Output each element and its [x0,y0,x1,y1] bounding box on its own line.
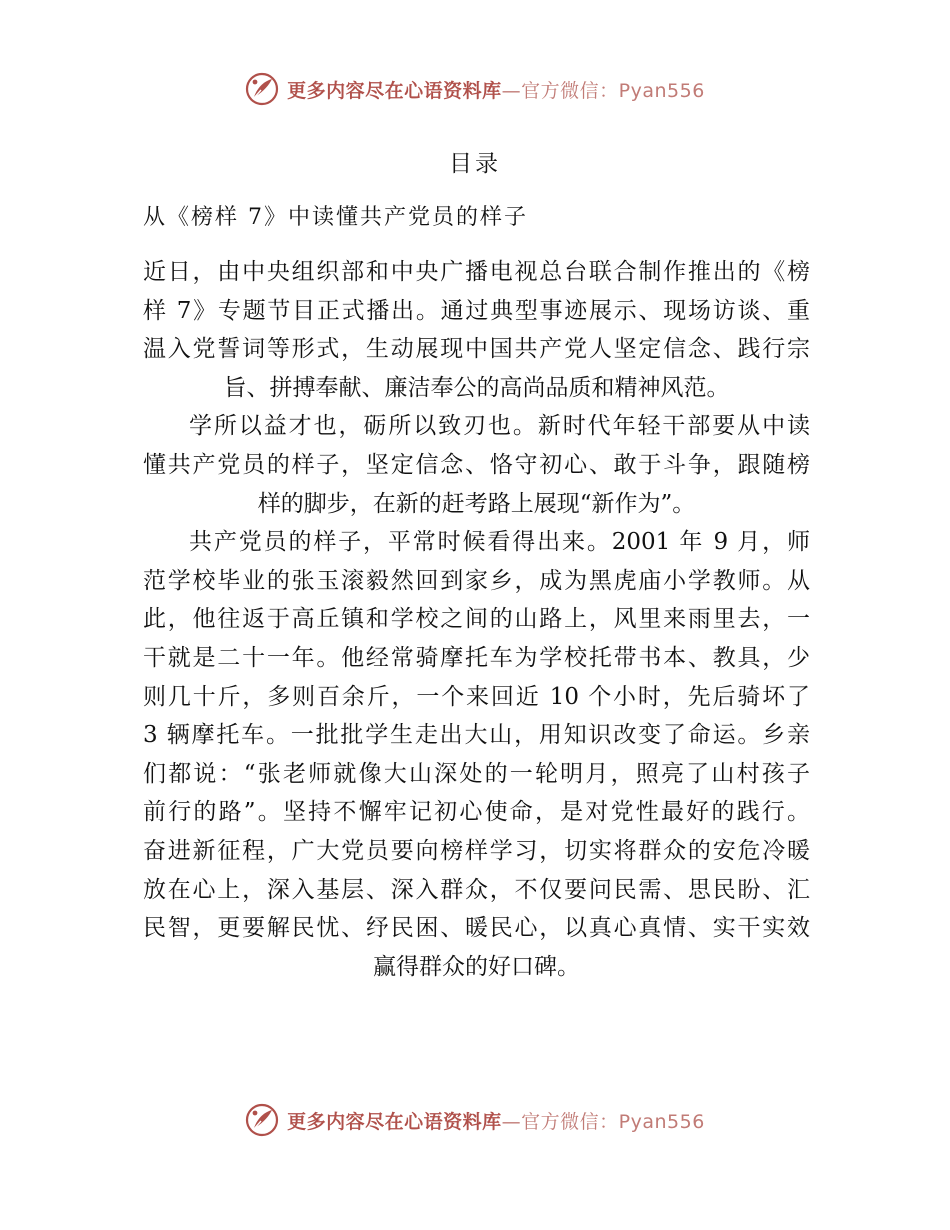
feather-pen-logo-icon [245,1103,279,1137]
body-text-line: 样 7》专题节目正式播出。通过典型事迹展示、现场访谈、重 [143,297,810,324]
body-text-line: 们都说：“张老师就像大山深处的一轮明月，照亮了山村孩子 [143,760,810,787]
banner-wechat-text: —官方微信：Pyan556 [501,1110,705,1133]
body-text-line: 赢得群众的好口碑。 [373,953,580,980]
header-banner [0,72,950,106]
body-text-line: 学所以益才也，砺所以致刃也。新时代年轻干部要从中读 [189,413,810,440]
body-text-line: 旨、拼搏奉献、廉洁奉公的高尚品质和精神风范。 [223,374,730,401]
body-text-line: 奋进新征程，广大党员要向榜样学习，切实将群众的安危冷暖 [143,837,810,864]
banner-wechat-text: —官方微信：Pyan556 [501,79,705,102]
body-text-line: 民智，更要解民忧、纾民困、暖民心，以真心真情、实干实效 [143,915,810,942]
banner-text [287,76,705,103]
body-text-line: 前行的路”。坚持不懈牢记初心使命，是对党性最好的践行。 [143,799,810,826]
body-text-line: 温入党誓词等形式，生动展现中国共产党人坚定信念、践行宗 [143,336,810,363]
body-text-line: 样的脚步，在新的赶考路上展现“新作为”。 [257,490,696,517]
body-text-line: 此，他往返于高丘镇和学校之间的山路上，风里来雨里去，一 [143,606,810,633]
banner-bold-text: 更多内容尽在心语资料库 [287,79,502,102]
feather-pen-logo-icon [245,72,279,106]
footer-banner [0,1103,950,1137]
body-text-line: 懂共产党员的样子，坚定信念、恪守初心、敢于斗争，跟随榜 [143,451,810,478]
body-text-line: 则几十斤，多则百余斤，一个来回近 10 个小时，先后骑坏了 [143,683,810,710]
article-body [143,253,810,986]
body-text-line: 范学校毕业的张玉滚毅然回到家乡，成为黑虎庙小学教师。从 [143,567,810,594]
body-text-line: 放在心上，深入基层、深入群众，不仅要问民需、思民盼、汇 [143,876,810,903]
body-text-line: 近日，由中央组织部和中央广播电视总台联合制作推出的《榜 [143,259,810,285]
toc-title: 目录 [449,151,501,177]
article-title: 从《榜样 7》中读懂共产党员的样子 [143,205,528,230]
body-text-line: 3 辆摩托车。一批批学生走出大山，用知识改变了命运。乡亲 [143,722,810,749]
body-text-line: 共产党员的样子，平常时候看得出来。2001 年 9 月，师 [189,529,810,556]
banner-bold-text: 更多内容尽在心语资料库 [287,1110,502,1133]
body-text-line: 干就是二十一年。他经常骑摩托车为学校托带书本、教具，少 [143,644,810,671]
banner-text [287,1107,705,1134]
